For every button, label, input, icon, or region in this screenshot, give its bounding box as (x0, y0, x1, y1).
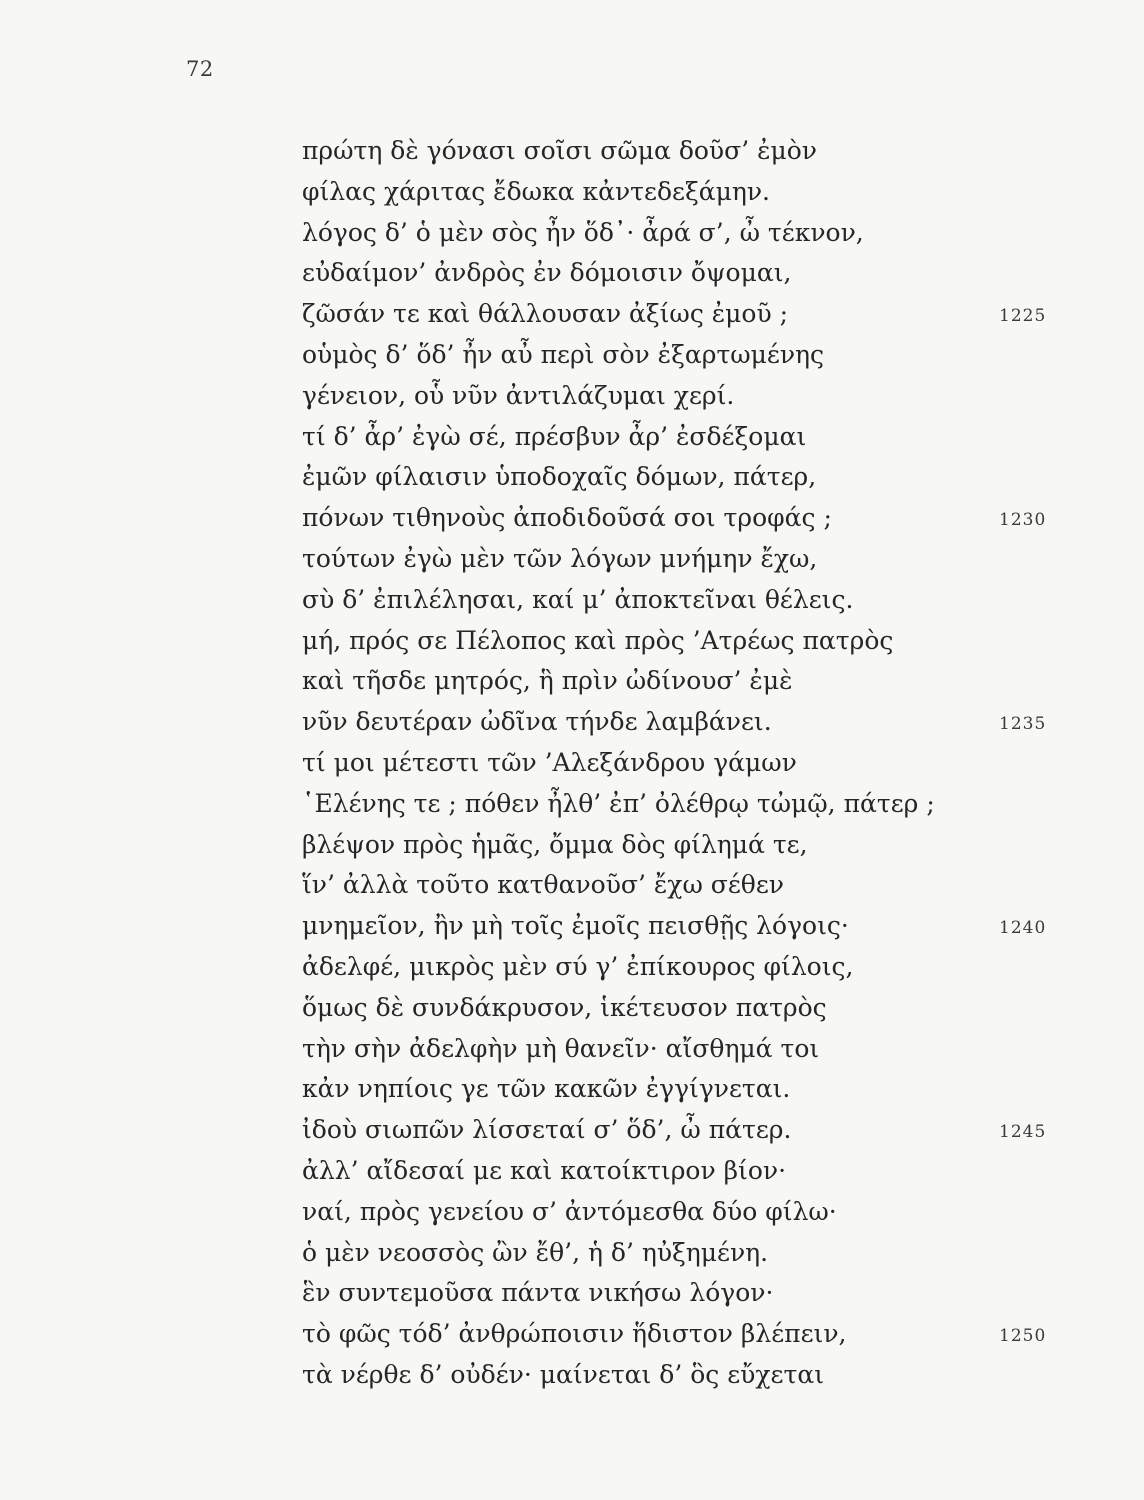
verse-line (302, 253, 1062, 294)
verse-text: πόνων τιθηνοὺς ἀποδιδοῦσά σοι τροφάς ; (302, 503, 832, 533)
verse-line (302, 947, 1062, 988)
line-number: 1240 (999, 918, 1047, 939)
verse-line (302, 1355, 1062, 1396)
verse-text: τὸ φῶς τόδ’ ἀνθρώποισιν ἥδιστον βλέπειν, (302, 1319, 847, 1349)
verse-line (302, 865, 1062, 906)
verse-text: οὑμὸς δ’ ὅδ’ ἦν αὖ περὶ σὸν ἐξαρτωμένης (302, 339, 825, 369)
verse-line (302, 1273, 1062, 1314)
verse-text: φίλας χάριτας ἔδωκα κἀντεδεξάμην. (302, 176, 770, 206)
verse-text: τούτων ἐγὼ μὲν τῶν λόγων μνήμην ἔχω, (302, 543, 818, 573)
verse-line (302, 294, 1062, 335)
verse-text: κἀν νηπίοις γε τῶν κακῶν ἐγγίγνεται. (302, 1074, 791, 1104)
verse-text: καὶ τῆσδε μητρός, ἣ πρὶν ὠδίνουσ’ ἐμὲ (302, 666, 793, 696)
verse-line (302, 1314, 1062, 1355)
verse-text: ναί, πρὸς γενείου σ’ ἀντόμεσθα δύο φίλω· (302, 1196, 837, 1226)
verse-text: ῾Ελένης τε ; πόθεν ἦλθ’ ἐπ’ ὀλέθρῳ τὠμῷ, πάτερ ; (302, 788, 935, 818)
verse-line (302, 661, 1062, 702)
verse-text: πρώτη δὲ γόνασι σοῖσι σῶμα δοῦσ’ ἐμὸν (302, 136, 818, 165)
verse-line (302, 498, 1062, 539)
verse-text: ὅμως δὲ συνδάκρυσον, ἱκέτευσον πατρὸς (302, 992, 827, 1022)
verse-line (302, 1233, 1062, 1274)
line-number: 1250 (999, 1326, 1047, 1347)
verse-line (302, 825, 1062, 866)
verse-text: εὐδαίμον’ ἀνδρὸς ἐν δόμοισιν ὄψομαι, (302, 258, 792, 288)
verse-text: ὁ μὲν νεοσσὸς ὢν ἔθ’, ἡ δ’ ηὐξημένη. (302, 1237, 769, 1267)
line-number: 1230 (999, 510, 1047, 531)
verse-text: ἐμῶν φίλαισιν ὑποδοχαῖς δόμων, πάτερ, (302, 462, 817, 492)
verse-line (302, 539, 1062, 580)
verse-text: ἀλλ’ αἴδεσαί με καὶ κατοίκτιρον βίον· (302, 1155, 787, 1185)
verse-text: τὰ νέρθε δ’ οὐδέν· μαίνεται δ’ ὃς εὔχεται (302, 1359, 824, 1389)
verse-text: τί μοι μέτεστι τῶν ’Αλεξάνδρου γάμων (302, 747, 797, 777)
verse-line (302, 988, 1062, 1029)
page-number: 72 (186, 57, 214, 81)
verse-text: νῦν δευτέραν ὠδῖνα τήνδε λαμβάνει. (302, 707, 772, 737)
verse-line (302, 1029, 1062, 1070)
verse-line (302, 580, 1062, 621)
verse-line (302, 906, 1062, 947)
verse-text: τί δ’ ἆρ’ ἐγὼ σέ, πρέσβυν ἆρ’ ἐσδέξομαι (302, 421, 807, 451)
verse-line (302, 1151, 1062, 1192)
verse-line (302, 376, 1062, 417)
verse-block (302, 131, 1062, 1396)
verse-line (302, 172, 1062, 213)
verse-text: ἀδελφέ, μικρὸς μὲν σύ γ’ ἐπίκουρος φίλοις, (302, 951, 854, 981)
verse-text: σὺ δ’ ἐπιλέλησαι, καί μ’ ἀποκτεῖναι θέλεις. (302, 584, 854, 614)
verse-line (302, 335, 1062, 376)
verse-text: ἰδοὺ σιωπῶν λίσσεταί σ’ ὅδ’, ὦ πάτερ. (302, 1115, 792, 1145)
verse-text: λόγος δ’ ὁ μὲν σὸς ἦν ὅδ᾽· ἆρά σ’, ὦ τέκνον, (302, 217, 864, 247)
verse-line (302, 621, 1062, 662)
verse-line (302, 1069, 1062, 1110)
verse-text: ζῶσάν τε καὶ θάλλουσαν ἀξίως ἐμοῦ ; (302, 299, 789, 329)
verse-line (302, 743, 1062, 784)
verse-line (302, 417, 1062, 458)
verse-text: γένειον, οὗ νῦν ἀντιλάζυμαι χερί. (302, 380, 735, 410)
verse-line (302, 1192, 1062, 1233)
verse-text: μή, πρός σε Πέλοπος καὶ πρὸς ’Ατρέως πατρὸς (302, 625, 894, 655)
verse-line (302, 784, 1062, 825)
verse-text: ἓν συντεμοῦσα πάντα νικήσω λόγον· (302, 1278, 774, 1308)
line-number: 1225 (999, 306, 1047, 327)
verse-line (302, 457, 1062, 498)
verse-line (302, 1110, 1062, 1151)
verse-text: μνημεῖον, ἢν μὴ τοῖς ἐμοῖς πεισθῇς λόγοις· (302, 911, 849, 941)
verse-line (302, 213, 1062, 254)
verse-text: τὴν σὴν ἀδελφὴν μὴ θανεῖν· αἴσθημά τοι (302, 1033, 820, 1063)
line-number: 1245 (999, 1122, 1047, 1143)
verse-text: ἵν’ ἀλλὰ τοῦτο κατθανοῦσ’ ἔχω σέθεν (302, 870, 784, 900)
line-number: 1235 (999, 714, 1047, 735)
verse-line (302, 131, 1062, 172)
verse-text: βλέψον πρὸς ἡμᾶς, ὄμμα δὸς φίλημά τε, (302, 829, 808, 859)
verse-line (302, 702, 1062, 743)
